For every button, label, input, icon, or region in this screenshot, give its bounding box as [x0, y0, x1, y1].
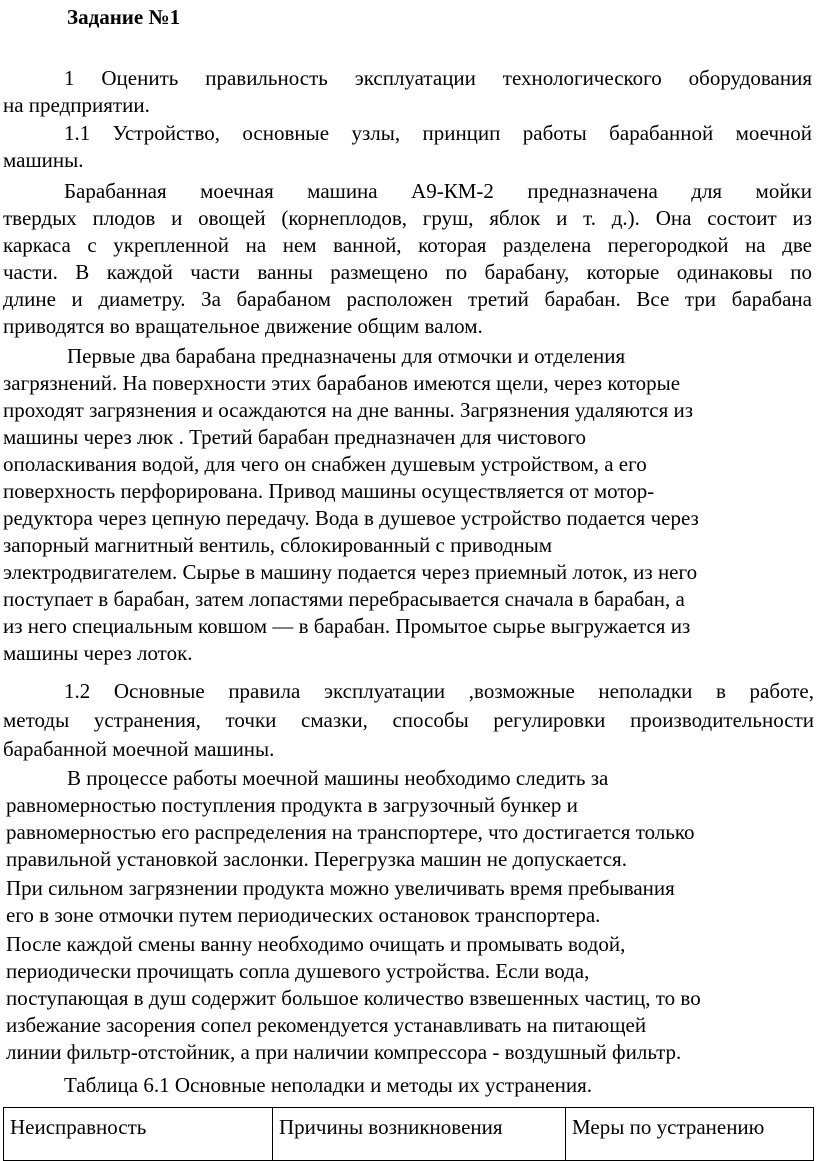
para1-line: Барабанная моечная машина А9-КМ-2 предназначена для мойки: [64, 179, 812, 203]
para2-line: редуктора через цепную передачу. Вода в душевое устройство подается через: [3, 506, 699, 530]
para2-line: электродвигателем. Сырье в машину подается через приемный лоток, из него: [3, 560, 698, 584]
para3-line: После каждой смены ванну необходимо очищать и промывать водой,: [6, 932, 626, 956]
table-header-row: [4, 1108, 814, 1161]
table-header-cell: Меры по устранению: [566, 1108, 814, 1161]
table-header-cell: Причины возникновения: [273, 1108, 566, 1161]
para3-line: его в зоне отмочки путем периодических остановок транспортера.: [6, 903, 601, 927]
section-1-1-line-1: 1.1 Устройство, основные узлы, принцип работы барабанной моечной: [64, 121, 812, 145]
para1-line: приводятся во вращательное движение общим валом.: [3, 314, 483, 338]
section-1-line-1: 1 Оценить правильность эксплуатации технологического оборудования: [64, 66, 812, 90]
defects-table: [3, 1107, 814, 1161]
para3-line: избежание засорения сопел рекомендуется устанавливать на питающей: [6, 1013, 647, 1037]
para1-line: длине и диаметру. За барабаном расположен третий барабан. Все три барабана: [3, 287, 812, 311]
task-title: Задание №1: [67, 5, 181, 29]
para3-line: периодически прочищать сопла душевого устройства. Если вода,: [6, 959, 590, 983]
table-header-cell: Неисправность: [4, 1108, 273, 1161]
section-1-2-line: 1.2 Основные правила эксплуатации ,возможные неполадки в работе,: [64, 679, 814, 703]
section-1-2-line: барабанной моечной машины.: [3, 737, 275, 761]
table-caption: Таблица 6.1 Основные неполадки и методы их устранения.: [64, 1073, 593, 1097]
para2-line: из него специальным ковшом — в барабан. Промытое сырье выгружается из: [3, 614, 691, 638]
para3-line: равномерностью поступления продукта в загрузочный бункер и: [6, 793, 578, 817]
para3-line: линии фильтр-отстойник, а при наличии компрессора - воздушный фильтр.: [6, 1040, 682, 1064]
section-1-line-2: на предприятии.: [3, 93, 150, 117]
para2-line: машины через лоток.: [3, 641, 193, 665]
para2-line: проходят загрязнения и осаждаются на дне ванны. Загрязнения удаляются из: [3, 398, 694, 422]
para3-line: поступающая в душ содержит большое количество взвешенных частиц, то во: [6, 986, 701, 1010]
para1-line: части. В каждой части ванны размещено по барабану, которые одинаковы по: [3, 260, 812, 284]
para2-line: поверхность перфорирована. Привод машины осуществляется от мотор-: [3, 479, 655, 503]
para2-line: Первые два барабана предназначены для отмочки и отделения: [67, 344, 626, 368]
section-1-1-line-2: машины.: [3, 148, 84, 172]
para1-line: твердых плодов и овощей (корнеплодов, груш, яблок и т. д.). Она состоит из: [3, 206, 812, 230]
para3-line: равномерностью его распределения на транспортере, что достигается только: [6, 820, 695, 844]
para3-line: правильной установкой заслонки. Перегрузка машин не допускается.: [6, 847, 627, 871]
section-1-2-line: методы устранения, точки смазки, способы регулировки производительности: [3, 708, 814, 732]
para1-line: каркаса с укрепленной на нем ванной, которая разделена перегородкой на две: [3, 233, 812, 257]
para2-line: ополаскивания водой, для чего он снабжен душевым устройством, а его: [3, 452, 647, 476]
para2-line: запорный магнитный вентиль, сблокированный с приводным: [3, 533, 553, 557]
para2-line: загрязнений. На поверхности этих барабанов имеются щели, через которые: [3, 371, 681, 395]
para2-line: машины через люк . Третий барабан предназначен для чистового: [3, 425, 587, 449]
para3-line: В процессе работы моечной машины необходимо следить за: [67, 766, 609, 790]
para2-line: поступает в барабан, затем лопастями перебрасывается сначала в барабан, а: [3, 587, 685, 611]
para3-line: При сильном загрязнении продукта можно увеличивать время пребывания: [6, 876, 675, 900]
